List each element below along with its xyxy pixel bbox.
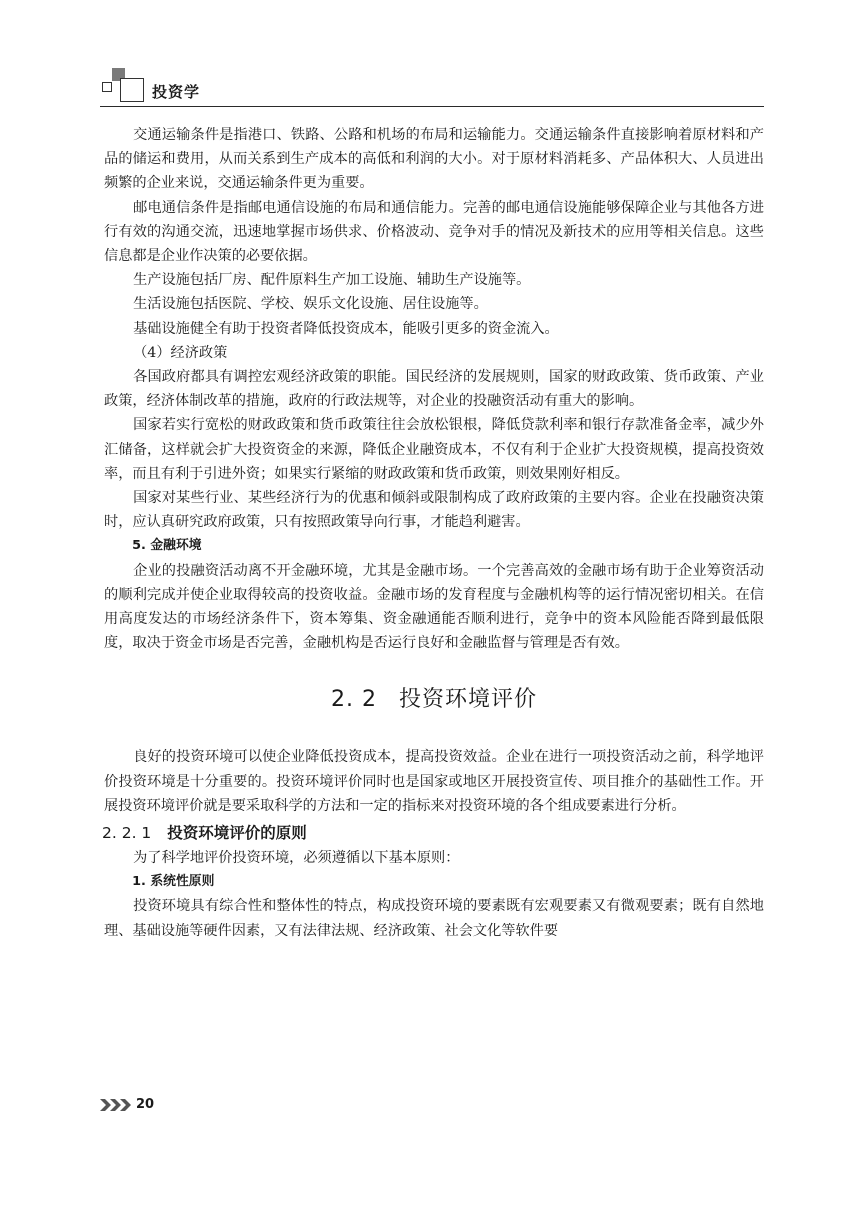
section-title: 投资环境评价 xyxy=(398,687,537,713)
paragraph: 基础设施健全有助于投资者降低投资成本，能吸引更多的资金流入。 xyxy=(133,320,559,337)
paragraph: 企业的投融资活动离不开金融环境，尤其是金融市场。一个完善高效的金融市场有助于企业筹资活动的顺利完成并使企业取得较高的投资收益。金融市场的发育程度与金融机构等的运行情况密切相关。在信用高度发达的市场经济条件下，资本筹集、资金融通能否顺利进行，竞争中的资本风险能否降到最低限度，取决于资金市场是否完善，金融机构是否运行良好和金融监督与管理是否有效。 xyxy=(104,562,764,652)
paragraph: 良好的投资环境可以使企业降低投资成本，提高投资效益。企业在进行一项投资活动之前，科学地评价投资环境是十分重要的。投资环境评价同时也是国家或地区开展投资宣传、项目推介的基础性工作。开展投资环境评价就是要采取科学的方法和一定的指标来对投资环境的各个组成要素进行分析。 xyxy=(104,749,764,814)
book-title: 投资学 xyxy=(152,83,201,101)
paragraph: 交通运输条件是指港口、铁路、公路和机场的布局和运输能力。交通运输条件直接影响着原材料和产品的储运和费用，从而关系到生产成本的高低和利润的大小。对于原材料消耗多、产品体积大、人员进出频繁的企业来说，交通运输条件更为重要。 xyxy=(104,127,764,192)
subsection-title: 投资环境评价的原则 xyxy=(167,824,307,843)
paragraph: 生产设施包括厂房、配件原料生产加工设施、辅助生产设施等。 xyxy=(133,272,531,289)
subheading-systematic: 1. 系统性原则 xyxy=(132,874,215,890)
page-header xyxy=(100,64,764,107)
paragraph: 邮电通信条件是指邮电通信设施的布局和通信能力。完善的邮电通信设施能够保障企业与其他各方进行有效的沟通交流，迅速地掌握市场供求、价格波动、竞争对手的情况及新技术的应用等相关信息。这些信息都是企业作决策的必要依据。 xyxy=(104,199,764,265)
item-heading: （4）经济政策 xyxy=(133,344,228,361)
paragraph: 国家若实行宽松的财政政策和货币政策往往会放松银根，降低贷款利率和银行存款准备金率，减少外汇储备，这样就会扩大投资资金的来源，降低企业融资成本，不仅有利于企业扩大投资规模，提高投资效率，而且有利于引进外资；如果实行紧缩的财政政策和货币政策，则效果刚好相反。 xyxy=(104,417,764,482)
subheading-finance: 5. 金融环境 xyxy=(132,538,202,554)
paragraph: 国家对某些行业、某些经济行为的优惠和倾斜或限制构成了政府政策的主要内容。企业在投融资决策时，应认真研究政府政策，只有按照政策导向行事，才能趋利避害。 xyxy=(104,490,764,531)
subsection-heading xyxy=(102,820,764,846)
page-body xyxy=(104,123,764,943)
section-heading xyxy=(104,685,764,715)
paragraph: 生活设施包括医院、学校、娱乐文化设施、居住设施等。 xyxy=(133,296,488,313)
page-number: 20 xyxy=(136,1097,155,1112)
subsection-number: 2. 2. 1 xyxy=(102,824,152,843)
section-number: 2. 2 xyxy=(331,687,377,713)
paragraph: 投资环境具有综合性和整体性的特点，构成投资环境的要素既有宏观要素又有微观要素；既有自然地理、基础设施等硬件因素，又有法律法规、经济政策、社会文化等软件要 xyxy=(104,898,764,939)
paragraph: 为了科学地评价投资环境，必须遵循以下基本原则： xyxy=(133,850,460,867)
paragraph: 各国政府都具有调控宏观经济政策的职能。国民经济的发展规则，国家的财政政策、货币政策、产业政策，经济体制改革的措施，政府的行政法规等，对企业的投融资活动有重大的影响。 xyxy=(104,369,764,410)
stacked-squares-logo xyxy=(100,66,148,104)
triple-chevron-icon xyxy=(100,1098,134,1112)
page-footer xyxy=(100,1096,300,1116)
